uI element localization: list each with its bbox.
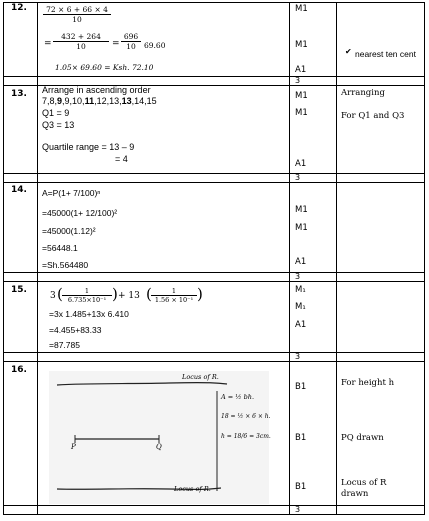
- fraction: [43, 5, 111, 24]
- working-line: Q3 = 13: [42, 120, 75, 130]
- mark-award: B1: [295, 433, 307, 443]
- sketch-note: 18 = ½ × 6 × h.: [221, 413, 271, 420]
- table-border-top: [3, 2, 425, 3]
- close-paren: ): [197, 285, 203, 303]
- question-number: 14.: [11, 185, 27, 195]
- fraction: [151, 287, 197, 304]
- mark-award: B1: [295, 382, 307, 392]
- fraction-numerator: 1: [62, 287, 112, 296]
- mark-award: M₁: [295, 285, 306, 295]
- working-line: =56448.1: [42, 243, 78, 253]
- working-line: 7,8,9,9,10,11,12,13,13,14,15: [42, 96, 157, 106]
- table-border-bottom: [3, 514, 425, 515]
- examiner-comment: Locus of R drawn: [341, 478, 387, 499]
- mark-award: M1: [295, 40, 308, 50]
- question-number: 13.: [11, 89, 27, 99]
- working-line: 69.60: [144, 41, 166, 50]
- open-paren: (: [57, 285, 63, 303]
- mark-award: M1: [295, 223, 308, 233]
- point-label: P: [71, 443, 76, 451]
- plus-term: + 13: [118, 291, 140, 301]
- fraction-numerator: 72 × 6 + 66 × 4: [43, 5, 111, 15]
- row-divider: [3, 76, 425, 77]
- construction-sketch: [49, 371, 269, 504]
- working-line: =4.455+83.33: [49, 325, 102, 335]
- working-line: Q1 = 9: [42, 108, 70, 118]
- working-line: Arrange in ascending order: [42, 85, 151, 95]
- examiner-comment: PQ drawn: [341, 433, 384, 443]
- column-divider-working: [289, 2, 290, 515]
- mark-award: M1: [295, 4, 308, 14]
- fraction: [121, 32, 141, 51]
- working-line: =Sh.564480: [42, 260, 89, 270]
- working-line: A=P(1+ 7/100)ⁿ: [42, 188, 101, 198]
- equals-sign: =: [44, 39, 52, 49]
- mark-award: A1: [295, 65, 307, 75]
- working-line: 1.05× 69.60 = Ksh. 72.10: [55, 63, 154, 72]
- check-icon: ✔: [345, 47, 352, 56]
- row-divider: [3, 272, 425, 273]
- fraction-denominator: 10: [126, 42, 136, 51]
- working-line: = 4: [115, 154, 128, 164]
- mark-award: M1: [295, 205, 308, 215]
- examiner-comment: For height h: [341, 378, 395, 388]
- mark-award: M1: [295, 91, 308, 101]
- mark-award: A1: [295, 159, 307, 169]
- equals-sign: =: [112, 39, 120, 49]
- question-number: 16.: [11, 365, 27, 375]
- fraction: [62, 287, 112, 304]
- row-divider: [3, 505, 425, 506]
- fraction-denominator: 10: [72, 15, 82, 24]
- open-paren: (: [146, 285, 152, 303]
- fraction-denominator: 6.735×10⁻¹: [67, 296, 107, 304]
- table-border-right: [424, 2, 425, 515]
- mark-award: M₁: [295, 302, 306, 312]
- column-divider-marks: [336, 2, 337, 515]
- mark-award: B1: [295, 482, 307, 492]
- examiner-comment: Arranging: [341, 88, 385, 98]
- row-divider: [3, 361, 425, 362]
- table-border-left: [3, 2, 4, 515]
- mark-award: A1: [295, 257, 307, 267]
- fraction-numerator: 696: [121, 32, 141, 42]
- locus-label: Locus of R.: [182, 373, 219, 381]
- locus-label: Locus of R.: [174, 485, 211, 493]
- examiner-comment: For Q1 and Q3: [341, 111, 405, 121]
- working-line: =3x 1.485+13x 6.410: [49, 309, 129, 319]
- total-marks: 3: [295, 76, 301, 85]
- mark-award: A1: [295, 320, 307, 330]
- working-line: =87.785: [49, 340, 80, 350]
- row-divider: [3, 182, 425, 183]
- column-divider-number: [37, 2, 38, 515]
- total-marks: 3: [295, 352, 301, 361]
- sketch-note: h = 18/6 = 3cm.: [221, 433, 271, 440]
- working-line: =45000(1+ 12/100)²: [42, 208, 118, 218]
- fraction-numerator: 1: [151, 287, 197, 296]
- fraction-numerator: 432 + 264: [53, 32, 109, 42]
- examiner-comment: nearest ten cent: [355, 49, 416, 59]
- working-line: Quartile range = 13 – 9: [42, 142, 135, 152]
- total-marks: 3: [295, 272, 301, 281]
- working-line: =45000(1.12)²: [42, 226, 96, 236]
- coefficient: 3: [50, 291, 56, 301]
- close-paren: ): [112, 285, 118, 303]
- total-marks: 3: [295, 173, 301, 182]
- question-number: 12.: [11, 3, 27, 13]
- row-divider: [3, 281, 425, 282]
- total-marks: 3: [295, 505, 301, 514]
- point-label: Q: [156, 443, 162, 451]
- question-number: 15.: [11, 285, 27, 295]
- mark-award: M1: [295, 108, 308, 118]
- locus-line-top: [57, 383, 227, 385]
- sketch-note: A = ½ bh.: [221, 393, 255, 401]
- row-divider: [3, 173, 425, 174]
- fraction-denominator: 1.56 × 10⁻¹: [154, 296, 194, 304]
- fraction: [53, 32, 109, 51]
- row-divider: [3, 352, 425, 353]
- fraction-denominator: 10: [76, 42, 86, 51]
